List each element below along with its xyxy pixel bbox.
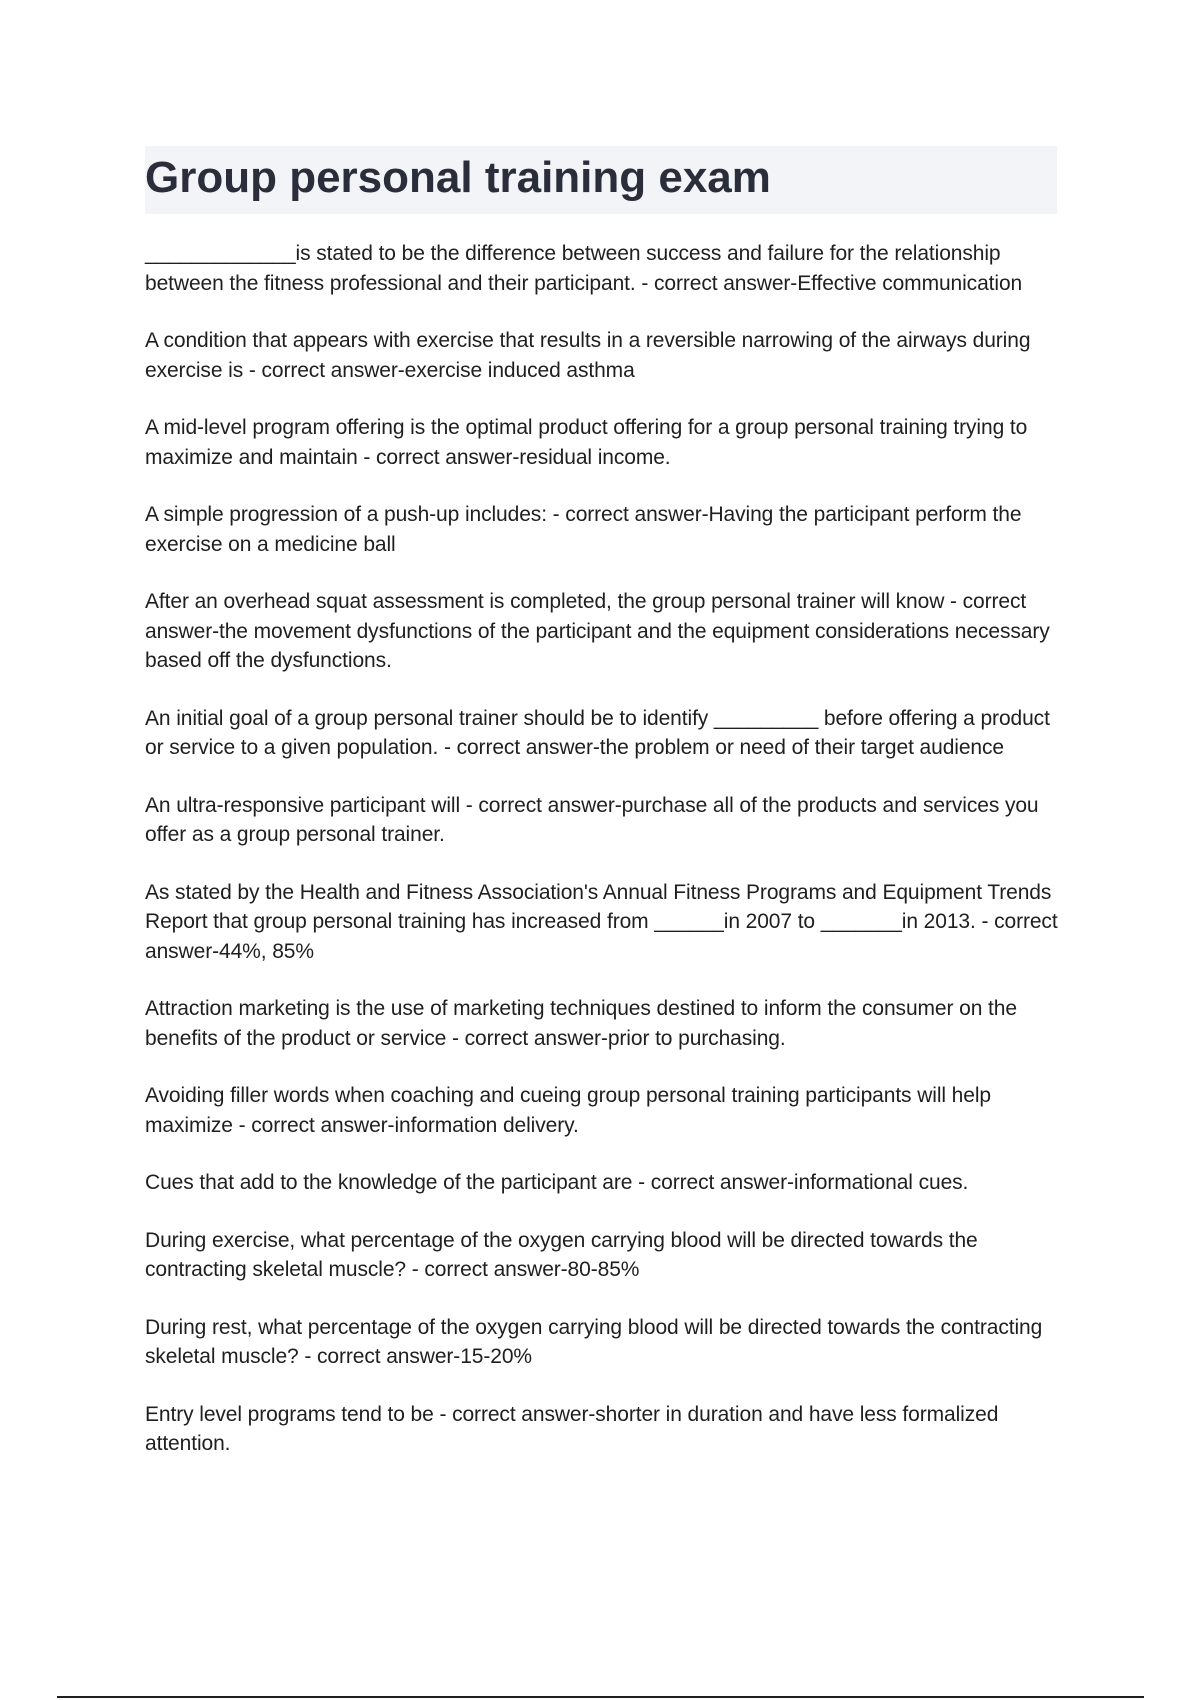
- qa-item: _____________is stated to be the difference between success and failure for the relationship between the fitness professional and their participant. - correct answer-Effective communication: [145, 242, 1023, 295]
- qa-item: During rest, what percentage of the oxygen carrying blood will be directed towards the contracting skeletal muscle? - correct answer-15-20%: [145, 1315, 1043, 1368]
- title-banner: [145, 146, 1057, 214]
- qa-item: After an overhead squat assessment is completed, the group personal trainer will know - correct answer-the movement dysfunctions of the participant and the equipment considerations necessary based off the dysfunctions.: [145, 590, 1050, 672]
- page-title: Group personal training exam: [145, 153, 771, 202]
- qa-item: Avoiding filler words when coaching and cueing group personal training participants will help maximize - correct answer-information delivery.: [145, 1084, 991, 1137]
- qa-item: A condition that appears with exercise that results in a reversible narrowing of the airways during exercise is - correct answer-exercise induced asthma: [145, 329, 1031, 382]
- qa-item: An initial goal of a group personal trainer should be to identify _________ before offering a product or service to a given population. - correct answer-the problem or need of their target audience: [145, 706, 1050, 759]
- qa-item: As stated by the Health and Fitness Association's Annual Fitness Programs and Equipment Trends Report that group personal training has increased from ______in 2007 to _______in 2013. - correct answer-44%, 85%: [145, 880, 1058, 963]
- question-answer-list: [145, 239, 1060, 1487]
- qa-item: During exercise, what percentage of the oxygen carrying blood will be directed towards the contracting skeletal muscle? - correct answer-80-85%: [145, 1228, 978, 1281]
- qa-item: An ultra-responsive participant will - correct answer-purchase all of the products and services you offer as a group personal trainer.: [145, 793, 1039, 846]
- footer-divider: [57, 1696, 1144, 1698]
- qa-item: A mid-level program offering is the optimal product offering for a group personal training trying to maximize and maintain - correct answer-residual income.: [145, 416, 1028, 469]
- qa-item: A simple progression of a push-up includes: - correct answer-Having the participant perform the exercise on a medicine ball: [145, 503, 1022, 556]
- qa-item: Attraction marketing is the use of marketing techniques destined to inform the consumer on the benefits of the product or service - correct answer-prior to purchasing.: [145, 997, 1017, 1050]
- qa-item: Cues that add to the knowledge of the participant are - correct answer-informational cues.: [145, 1171, 969, 1194]
- qa-item: Entry level programs tend to be - correct answer-shorter in duration and have less formalized attention.: [145, 1402, 999, 1455]
